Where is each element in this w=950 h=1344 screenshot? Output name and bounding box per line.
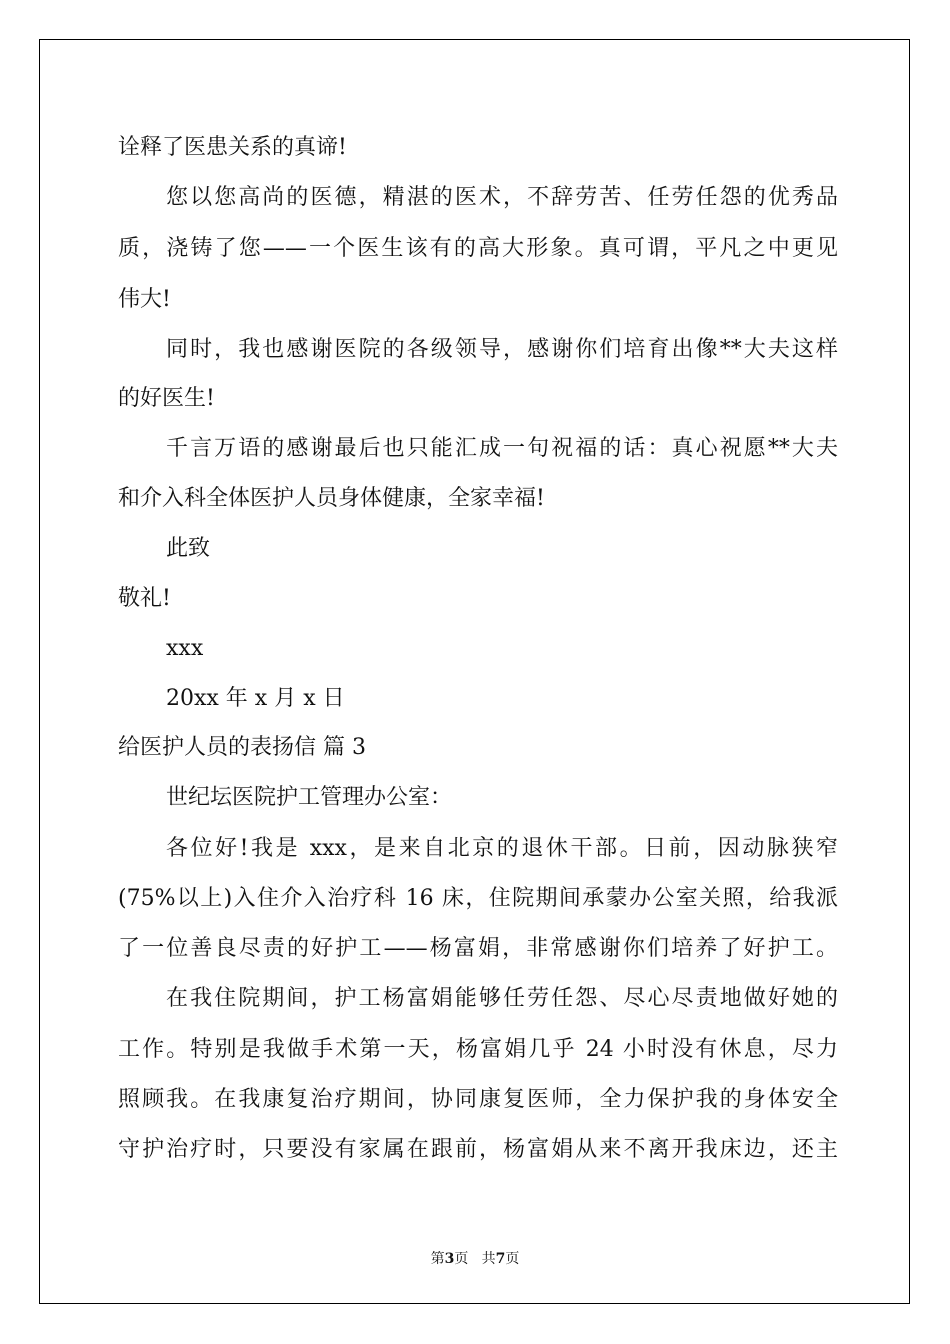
- text-line: 千言万语的感谢最后也只能汇成一句祝福的话：真心祝愿**大夫: [166, 436, 838, 461]
- text-line: 照顾我。在我康复治疗期间，协同康复医师，全力保护我的身体安全: [118, 1087, 838, 1112]
- text-line: 的好医生!: [118, 386, 215, 411]
- footer-mid: 页 共: [454, 1251, 496, 1267]
- text-line: 和介入科全体医护人员身体健康，全家幸福!: [118, 486, 545, 511]
- text-line: 守护治疗时，只要没有家属在跟前，杨富娟从来不离开我床边，还主: [118, 1137, 838, 1162]
- signature-date: 20xx 年 x 月 x 日: [166, 686, 345, 711]
- page-footer: [0, 1248, 950, 1268]
- text-line: 质，浇铸了您——一个医生该有的高大形象。真可谓，平凡之中更见: [118, 236, 838, 261]
- footer-page-number: 3: [444, 1251, 455, 1267]
- signature-name: xxx: [166, 636, 204, 661]
- text-line: 您以您高尚的医德，精湛的医术，不辞劳苦、任劳任怨的优秀品: [166, 185, 838, 210]
- text-line: 诠释了医患关系的真谛!: [118, 135, 347, 160]
- footer-total-pages: 7: [495, 1251, 506, 1267]
- text-line: (75%以上)入住介入治疗科 16 床，住院期间承蒙办公室关照，给我派: [118, 886, 838, 911]
- text-line: 伟大!: [118, 287, 171, 312]
- closing-line: 此致: [166, 536, 211, 561]
- salutation-line: 敬礼!: [118, 586, 171, 611]
- text-line: 在我住院期间，护工杨富娟能够任劳任怨、尽心尽责地做好她的: [166, 986, 838, 1011]
- text-line: 工作。特别是我做手术第一天，杨富娟几乎 24 小时没有休息，尽力: [118, 1037, 838, 1062]
- section-heading: 给医护人员的表扬信 篇 3: [118, 735, 366, 760]
- text-line: 各位好!我是 xxx，是来自北京的退休干部。日前，因动脉狭窄: [166, 836, 838, 861]
- page-border: [39, 39, 910, 1304]
- text-line: 同时，我也感谢医院的各级领导，感谢你们培育出像**大夫这样: [166, 337, 838, 362]
- footer-suffix: 页: [505, 1251, 520, 1267]
- letter-recipient: 世纪坛医院护工管理办公室：: [166, 785, 453, 810]
- footer-prefix: 第: [430, 1251, 445, 1267]
- text-line: 了一位善良尽责的好护工——杨富娟，非常感谢你们培养了好护工。: [118, 936, 838, 961]
